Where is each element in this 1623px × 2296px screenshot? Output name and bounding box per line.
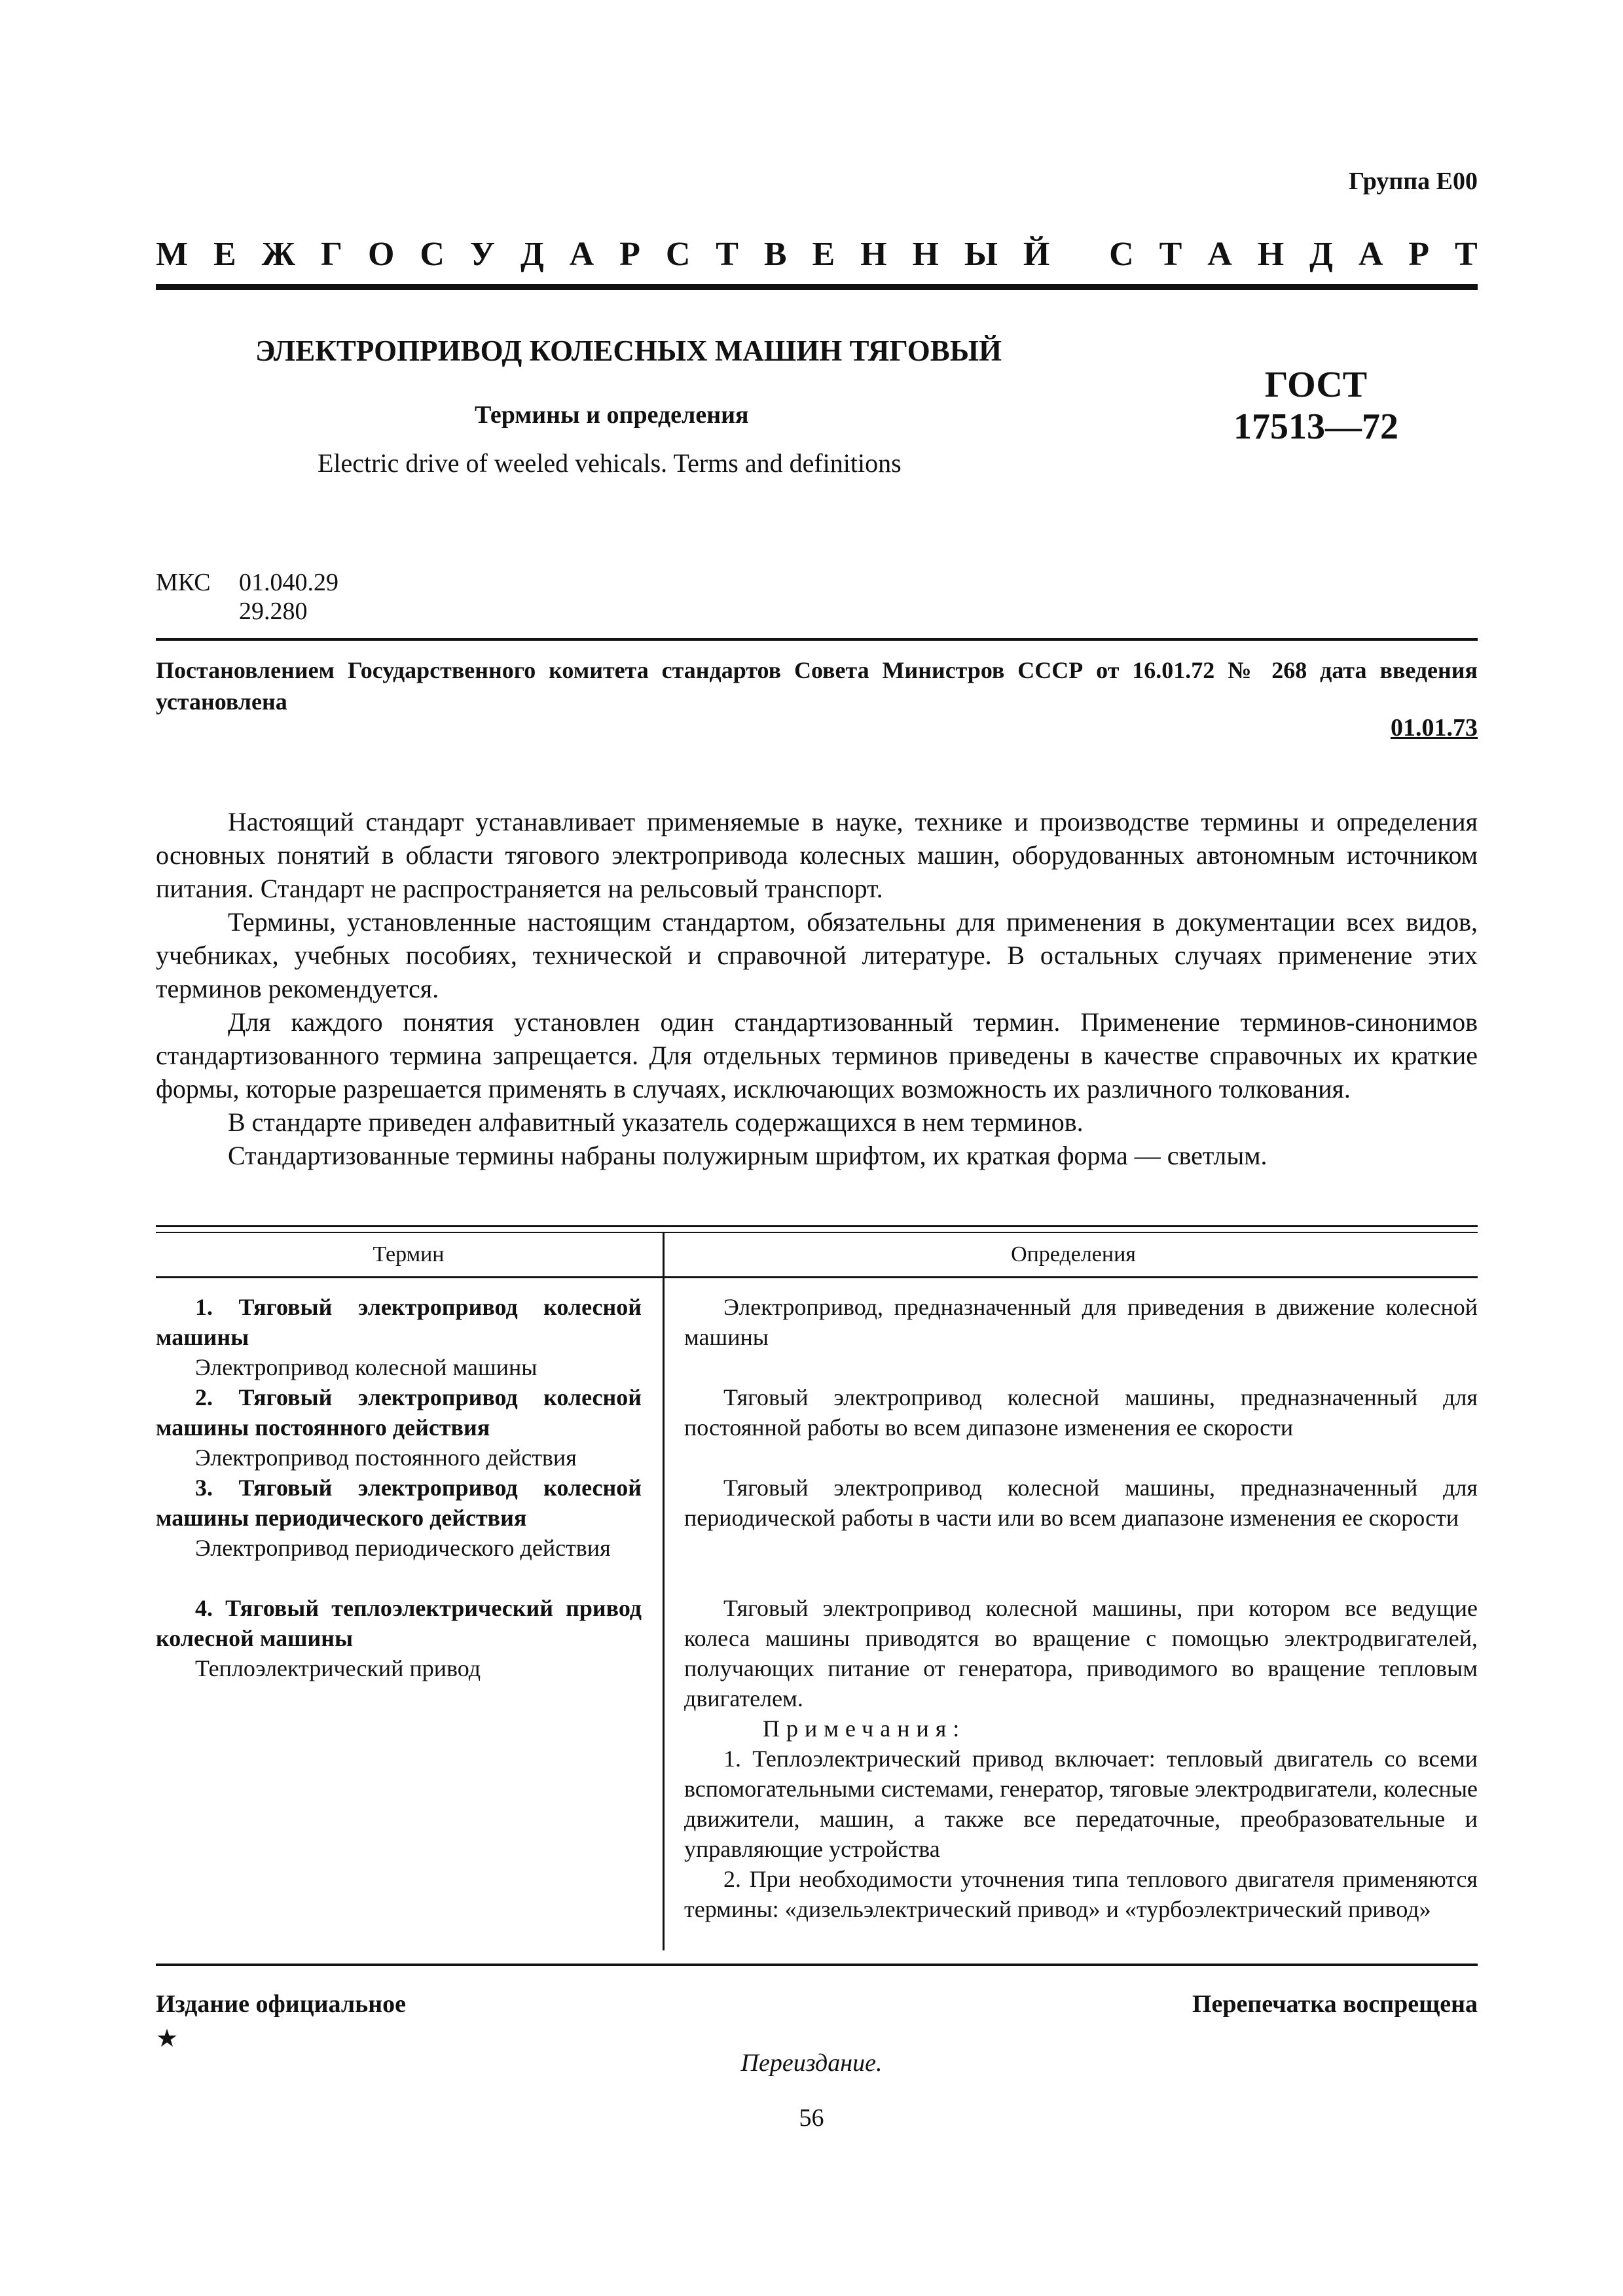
gost-code-prefix: ГОСТ (1264, 365, 1368, 405)
table-top-rule-inner (156, 1232, 1478, 1233)
term-definition: Тяговый электропривод колесной машины, предназначенный для периодической работы в части или во всем диапазоне изменения ее скорости (684, 1475, 1478, 1531)
document-title-english: Electric drive of weeled vehicals. Terms and definitions (318, 448, 902, 478)
table-row (156, 1292, 642, 1382)
term-name: 4. Тяговый теплоэлектрический привод колесной машины (156, 1595, 642, 1651)
banner-letter: Е (213, 235, 236, 273)
banner-letter: Н (860, 235, 887, 273)
term-name: 1. Тяговый электропривод колесной машины (156, 1294, 642, 1350)
notes-title: Примечания: (763, 1715, 966, 1742)
term-short-form: Теплоэлектрический привод (195, 1655, 481, 1681)
banner-letter: Т (716, 235, 739, 273)
table-row-definition (684, 1382, 1478, 1443)
gost-code (1218, 364, 1414, 448)
term-name: 2. Тяговый электропривод колесной машины постоянного действия (156, 1384, 642, 1441)
mks-label: МКС (156, 569, 211, 596)
table-header-definition: Определения (1011, 1242, 1136, 1266)
term-name: 3. Тяговый электропривод колесной машины периодического действия (156, 1475, 642, 1531)
intro-paragraph: В стандарте приведен алфавитный указатель содержащихся в нем терминов. (228, 1107, 1084, 1137)
term-definition: Тяговый электропривод колесной машины, предназначенный для постоянной работы во всем дипазоне изменения ее скорости (684, 1384, 1478, 1441)
table-row-definition (684, 1593, 1478, 1924)
banner-letter: Ы (964, 235, 998, 273)
table-column-divider (663, 1232, 665, 1950)
table-bottom-rule (156, 1964, 1478, 1966)
banner-letter: Ж (261, 235, 296, 273)
term-short-form: Электропривод колесной машины (195, 1354, 538, 1380)
banner-letter: С (665, 235, 691, 273)
banner-letter: М (156, 235, 189, 273)
intro-paragraph: Термины, установленные настоящим стандартом, обязательны для применения в документации всех видов, учебниках, учебных пособиях, технической и справочной литературе. В остальных случаях применение этих терминов рекомендуется. (156, 907, 1478, 1003)
table-header-term: Термин (373, 1242, 445, 1266)
reprint-prohibited-label: Перепечатка воспрещена (1192, 1990, 1478, 2018)
banner-letter: Д (520, 235, 544, 273)
mks-code-2: 29.280 (239, 598, 308, 625)
banner-letter: О (367, 235, 395, 273)
banner-letter: Р (619, 235, 640, 273)
banner-letter: Р (1408, 235, 1430, 273)
intro-paragraph: Для каждого понятия установлен один стандартизованный термин. Применение терминов-синонимов стандартизованного термина запрещается. Для отдельных терминов приведены в качестве справочных их краткие формы, которые разрешается применять в случаях, исключающих возможность их различного толкования. (156, 1007, 1478, 1103)
term-short-form: Электропривод периодического действия (195, 1535, 611, 1561)
resolution-text: Постановлением Государственного комитета стандартов Совета Министров СССР от 16.01.72 № 268 дата введения установлена (156, 657, 1478, 715)
standard-banner (156, 234, 1478, 274)
banner-letter: Й (1023, 235, 1050, 273)
banner-letter: С (1109, 235, 1134, 273)
group-label: Группа Е00 (1348, 168, 1478, 195)
introduction-date: 01.01.73 (1391, 714, 1478, 742)
banner-letter: Т (1454, 235, 1478, 273)
table-row-definition (684, 1292, 1478, 1352)
document-subtitle: Термины и определения (475, 401, 749, 429)
page-number: 56 (799, 2104, 824, 2132)
banner-letter: А (1358, 235, 1383, 273)
table-header-rule (156, 1276, 1478, 1278)
banner-letter: Т (1159, 235, 1182, 273)
table-row (156, 1473, 642, 1563)
mks-code-1: 01.040.29 (239, 569, 338, 596)
official-edition-label: Издание официальное (156, 1990, 407, 2018)
banner-letter: А (569, 235, 594, 273)
gost-code-number: 17513—72 (1233, 406, 1398, 447)
term-definition: Тяговый электропривод колесной машины, при котором все ведущие колеса машины приводятся во вращение с помощью электродвигателей, получающих питание от генератора, приводимого во вращение тепловым двигателем. (684, 1595, 1478, 1712)
table-row (156, 1593, 642, 1683)
note: 1. Теплоэлектрический привод включает: тепловый двигатель со всеми вспомогательными системами, генератор, тяговые электродвигатели, колесные движители, машин, а также все передаточные, преобразовательные и управляющие устройства (684, 1746, 1478, 1862)
document-title: ЭЛЕКТРОПРИВОД КОЛЕСНЫХ МАШИН ТЯГОВЫЙ (255, 334, 1002, 367)
banner-letter: Н (912, 235, 939, 273)
intro-text (156, 805, 1478, 1172)
banner-letter: Д (1309, 235, 1333, 273)
banner-letter: А (1207, 235, 1232, 273)
banner-letter: У (469, 235, 496, 273)
term-short-form: Электропривод постоянного действия (195, 1444, 577, 1471)
term-definition: Электропривод, предназначенный для приведения в движение колесной машины (684, 1294, 1478, 1350)
banner-letter: В (763, 235, 787, 273)
banner-letter: Е (812, 235, 835, 273)
header-rule (156, 284, 1478, 290)
banner-gap (1075, 235, 1084, 274)
star-icon: ★ (156, 2025, 179, 2053)
note: 2. При необходимости уточнения типа теплового двигателя применяются термины: «дизельэлектрический привод» и «турбоэлектрический привод» (684, 1866, 1478, 1922)
banner-letter: С (420, 235, 445, 273)
table-top-rule (156, 1225, 1478, 1227)
banner-letter: Н (1257, 235, 1285, 273)
intro-paragraph: Настоящий стандарт устанавливает применяемые в науке, технике и производстве термины и определения основных понятий в области тягового электропривода колесных машин, оборудованных автономным источником питания. Стандарт не распространяется на рельсовый транспорт. (156, 807, 1478, 903)
reissue-label: Переиздание. (740, 2049, 883, 2077)
mks-rule (156, 638, 1478, 641)
table-row (156, 1382, 642, 1473)
banner-letter: Г (320, 235, 343, 273)
intro-paragraph: Стандартизованные термины набраны полужирным шрифтом, их краткая форма — светлым. (228, 1141, 1267, 1170)
table-row-definition (684, 1473, 1478, 1533)
